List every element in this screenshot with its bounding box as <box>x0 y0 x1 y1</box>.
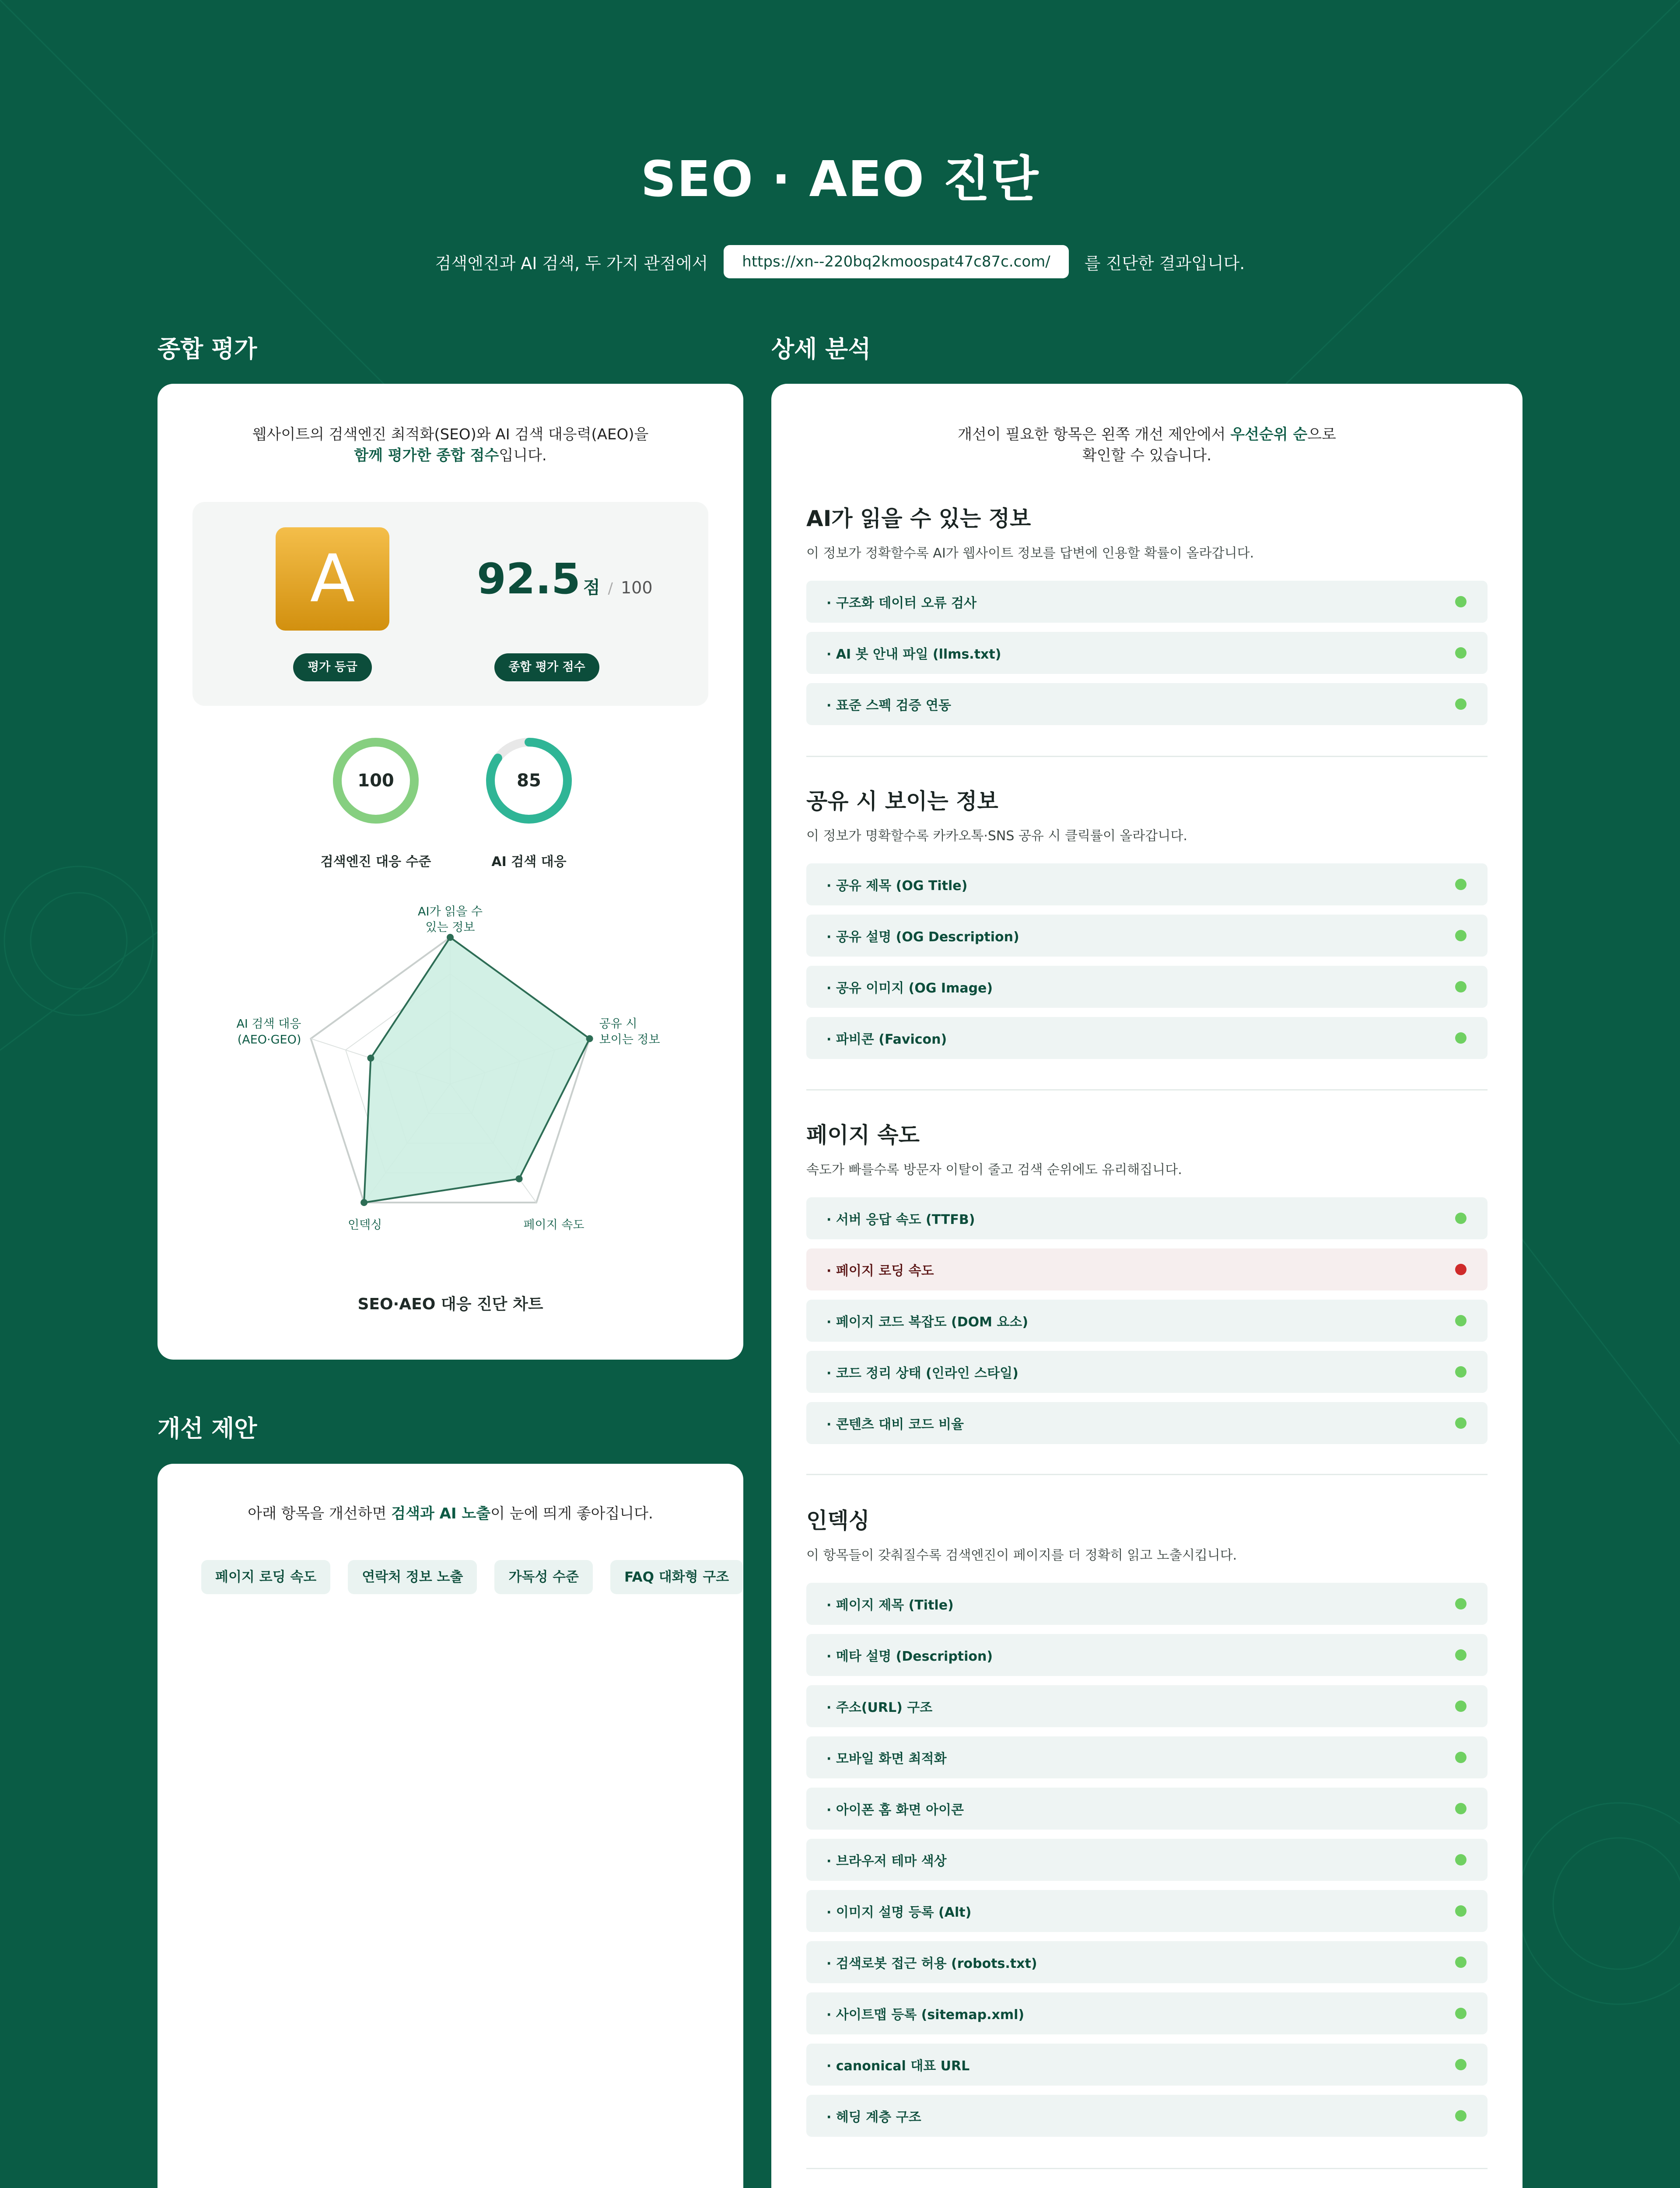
detail-intro-line2: 확인할 수 있습니다. <box>1082 447 1212 464</box>
check-item-label: · 이미지 설명 등록 (Alt) <box>826 1901 971 1921</box>
grade-score-box <box>192 502 708 706</box>
radar-axis-label <box>418 905 483 934</box>
suggest-intro-before: 아래 항목을 개선하면 <box>248 1505 392 1522</box>
radar-data-point <box>586 1035 593 1042</box>
status-pass-dot <box>1455 1957 1466 1968</box>
check-item[interactable] <box>806 1736 1488 1778</box>
status-pass-dot <box>1455 1752 1466 1763</box>
group-description: 속도가 빠를수록 방문자 이탈이 줄고 검색 순위에도 유리해집니다. <box>806 1162 1182 1178</box>
check-item[interactable] <box>806 1788 1488 1830</box>
radar-caption: SEO·AEO 대응 진단 차트 <box>357 1295 543 1313</box>
status-pass-dot <box>1455 1417 1466 1429</box>
status-pass-dot <box>1455 647 1466 659</box>
check-item-label: · 구조화 데이터 오류 검사 <box>826 592 976 611</box>
check-item[interactable] <box>806 1634 1488 1676</box>
detail-intro-before: 개선이 필요한 항목은 왼쪽 개선 제안에서 <box>958 426 1231 443</box>
status-pass-dot <box>1455 2059 1466 2070</box>
radar-axis-label-line: AI 검색 대응 <box>236 1017 301 1031</box>
status-pass-dot <box>1455 1854 1466 1865</box>
suggest-intro-bold: 검색과 AI 노출 <box>391 1505 491 1522</box>
check-item-label: · 공유 제목 (OG Title) <box>826 875 967 894</box>
detail-intro <box>771 424 1522 466</box>
status-pass-dot <box>1455 2008 1466 2019</box>
radar-axis-label <box>523 1218 584 1232</box>
status-pass-dot <box>1455 1213 1466 1224</box>
overall-intro-line1: 웹사이트의 검색엔진 최적화(SEO)와 AI 검색 대응력(AEO)을 <box>252 426 649 443</box>
check-item-label: · 모바일 화면 최적화 <box>826 1748 947 1767</box>
radar-axis-label-line: 있는 정보 <box>425 921 475 934</box>
check-item[interactable] <box>806 863 1488 905</box>
check-item-label: · 사이트맵 등록 (sitemap.xml) <box>826 2004 1024 2023</box>
status-pass-dot <box>1455 596 1466 607</box>
suggest-intro <box>158 1503 743 1524</box>
group-item-list <box>806 863 1488 1059</box>
status-pass-dot <box>1455 2110 1466 2121</box>
suggest-chip[interactable]: 가독성 수준 <box>494 1560 593 1594</box>
radar-axis-label <box>348 1218 382 1232</box>
overall-section-title: 종합 평가 <box>158 335 257 363</box>
score-label: 종합 평가 점수 <box>494 653 599 681</box>
check-item-label: · 페이지 제목 (Title) <box>826 1594 954 1613</box>
radar-series-area <box>364 937 590 1203</box>
check-item-label: · 헤딩 계층 구조 <box>826 2106 921 2125</box>
group-title: AI가 읽을 수 있는 정보 <box>806 506 1031 531</box>
check-item-label: · AI 봇 안내 파일 (llms.txt) <box>826 643 1001 663</box>
check-item[interactable] <box>806 1685 1488 1727</box>
status-pass-dot <box>1455 1315 1466 1326</box>
check-item[interactable] <box>806 1300 1488 1342</box>
radar-axis-label <box>599 1017 660 1046</box>
check-item[interactable] <box>806 1839 1488 1881</box>
group-item-list <box>806 1583 1488 2137</box>
check-item[interactable] <box>806 683 1488 725</box>
radar-chart <box>158 900 743 1281</box>
check-item-label: · 검색로봇 접근 허용 (robots.txt) <box>826 1953 1037 1972</box>
check-item-label: · 코드 정리 상태 (인라인 스타일) <box>826 1362 1018 1382</box>
check-item[interactable] <box>806 632 1488 674</box>
subtitle-before: 검색엔진과 AI 검색, 두 가지 관점에서 <box>435 253 708 273</box>
detail-intro-bold: 우선순위 순 <box>1230 426 1308 443</box>
score-value: 92.5 <box>477 554 581 603</box>
suggest-chip-list <box>201 1560 743 1594</box>
check-item[interactable] <box>806 2044 1488 2086</box>
status-pass-dot <box>1455 1649 1466 1661</box>
check-item-label: · 공유 설명 (OG Description) <box>826 926 1019 945</box>
radar-axis-label-line: 보이는 정보 <box>599 1033 660 1047</box>
overall-intro-bold: 함께 평가한 종합 점수 <box>354 447 499 464</box>
check-item[interactable] <box>806 2095 1488 2137</box>
radar-axis-label <box>236 1017 301 1046</box>
overall-intro-after: 입니다. <box>499 447 547 464</box>
status-pass-dot <box>1455 930 1466 941</box>
check-item-label: · 공유 이미지 (OG Image) <box>826 977 993 996</box>
radar-data-point <box>447 934 454 941</box>
detail-card <box>771 384 1522 2188</box>
status-pass-dot <box>1455 1598 1466 1609</box>
score-separator: / <box>608 580 613 597</box>
detail-intro-line1 <box>771 424 1522 445</box>
group-title: 페이지 속도 <box>806 1122 920 1148</box>
detail-section-title: 상세 분석 <box>771 335 871 363</box>
check-item-label: · canonical 대표 URL <box>826 2055 970 2074</box>
seo-ring-label: 검색엔진 대응 수준 <box>320 854 431 870</box>
group-divider <box>806 2168 1488 2169</box>
check-item[interactable] <box>806 1402 1488 1444</box>
check-item[interactable] <box>806 581 1488 623</box>
radar-axis-label-line: 공유 시 <box>599 1017 637 1031</box>
suggest-chip[interactable]: 페이지 로딩 속도 <box>201 1560 330 1594</box>
group-title: 공유 시 보이는 정보 <box>806 789 998 814</box>
check-item-label: · 브라우저 테마 색상 <box>826 1850 947 1869</box>
overall-intro-line2 <box>158 445 743 466</box>
group-divider <box>806 1474 1488 1475</box>
group-description: 이 항목들이 갖춰질수록 검색엔진이 페이지를 더 정확히 읽고 노출시킵니다. <box>806 1548 1237 1563</box>
check-item[interactable] <box>806 1583 1488 1625</box>
status-pass-dot <box>1455 879 1466 890</box>
seo-ring-value: 100 <box>357 771 394 791</box>
status-pass-dot <box>1455 1366 1466 1378</box>
subtitle-after: 를 진단한 결과입니다. <box>1084 253 1245 273</box>
radar-data-point <box>516 1175 523 1182</box>
grade-badge: A <box>276 527 389 631</box>
check-item-label: · 메타 설명 (Description) <box>826 1645 993 1665</box>
group-description: 이 정보가 정확할수록 AI가 웹사이트 정보를 답변에 인용할 확률이 올라갑니다. <box>806 546 1254 561</box>
subtitle <box>0 245 1680 278</box>
ai-ring-value: 85 <box>517 771 541 791</box>
overall-card <box>158 384 743 1360</box>
radar-axis-label-line: AI가 읽을 수 <box>418 905 483 919</box>
radar-axis-label-line: 페이지 속도 <box>523 1218 584 1232</box>
radar-axis-label-line: (AEO·GEO) <box>237 1033 301 1047</box>
check-item-label: · 주소(URL) 구조 <box>826 1697 932 1716</box>
score-unit: 점 <box>583 578 600 598</box>
check-item-label: · 파비콘 (Favicon) <box>826 1028 947 1048</box>
group-item-list <box>806 581 1488 725</box>
check-item[interactable] <box>806 1197 1488 1239</box>
ai-ring <box>490 742 567 819</box>
analyzed-url[interactable]: https://xn--220bq2kmoospat47c87c.com/ <box>724 245 1068 278</box>
seo-ring <box>337 742 414 819</box>
check-item-label: · 서버 응답 속도 (TTFB) <box>826 1209 975 1228</box>
grade-label: 평가 등급 <box>293 653 372 681</box>
ai-ring-label: AI 검색 대응 <box>491 854 567 870</box>
check-item[interactable] <box>806 1992 1488 2034</box>
suggest-chip[interactable]: 연락처 정보 노출 <box>348 1560 477 1594</box>
check-item[interactable] <box>806 966 1488 1008</box>
check-item[interactable] <box>806 1890 1488 1932</box>
total-score <box>477 554 652 603</box>
detail-group <box>806 501 1488 734</box>
detail-group <box>806 1118 1488 1453</box>
check-item-label: · 아이폰 홈 화면 아이콘 <box>826 1799 964 1818</box>
group-divider <box>806 1089 1488 1090</box>
score-rings <box>158 734 743 848</box>
group-title: 인덱싱 <box>806 1508 870 1533</box>
status-pass-dot <box>1455 698 1466 710</box>
check-item[interactable] <box>806 1248 1488 1290</box>
group-item-list <box>806 1197 1488 1444</box>
overall-intro <box>158 424 743 466</box>
detail-group <box>806 1503 1488 2146</box>
suggest-section-title: 개선 제안 <box>158 1415 257 1442</box>
status-pass-dot <box>1455 1803 1466 1814</box>
detail-intro-after: 으로 <box>1307 426 1336 443</box>
score-max: 100 <box>620 578 653 597</box>
radar-axis-label-line: 인덱싱 <box>347 1218 382 1232</box>
status-pass-dot <box>1455 981 1466 992</box>
check-item[interactable] <box>806 1941 1488 1983</box>
detail-group <box>806 784 1488 1068</box>
check-item-label: · 표준 스펙 검증 연동 <box>826 694 951 714</box>
check-item-label: · 페이지 코드 복잡도 (DOM 요소) <box>826 1311 1028 1330</box>
suggest-chip[interactable]: FAQ 대화형 구조 <box>610 1560 743 1594</box>
check-item[interactable] <box>806 1351 1488 1393</box>
check-item-label: · 페이지 로딩 속도 <box>826 1260 934 1279</box>
radar-data-point <box>360 1199 368 1206</box>
status-pass-dot <box>1455 1701 1466 1712</box>
status-pass-dot <box>1455 1905 1466 1917</box>
radar-data-point <box>367 1055 374 1062</box>
check-item[interactable] <box>806 1017 1488 1059</box>
group-divider <box>806 756 1488 757</box>
page-title: SEO · AEO 진단 <box>640 151 1040 208</box>
suggest-intro-after: 이 눈에 띄게 좋아집니다. <box>490 1505 653 1522</box>
check-item-label: · 콘텐츠 대비 코드 비율 <box>826 1413 964 1433</box>
suggest-card <box>158 1464 743 2188</box>
status-pass-dot <box>1455 1032 1466 1044</box>
check-item[interactable] <box>806 915 1488 957</box>
status-fail-dot <box>1455 1264 1466 1275</box>
group-description: 이 정보가 명확할수록 카카오톡·SNS 공유 시 클릭률이 올라갑니다. <box>806 828 1187 844</box>
